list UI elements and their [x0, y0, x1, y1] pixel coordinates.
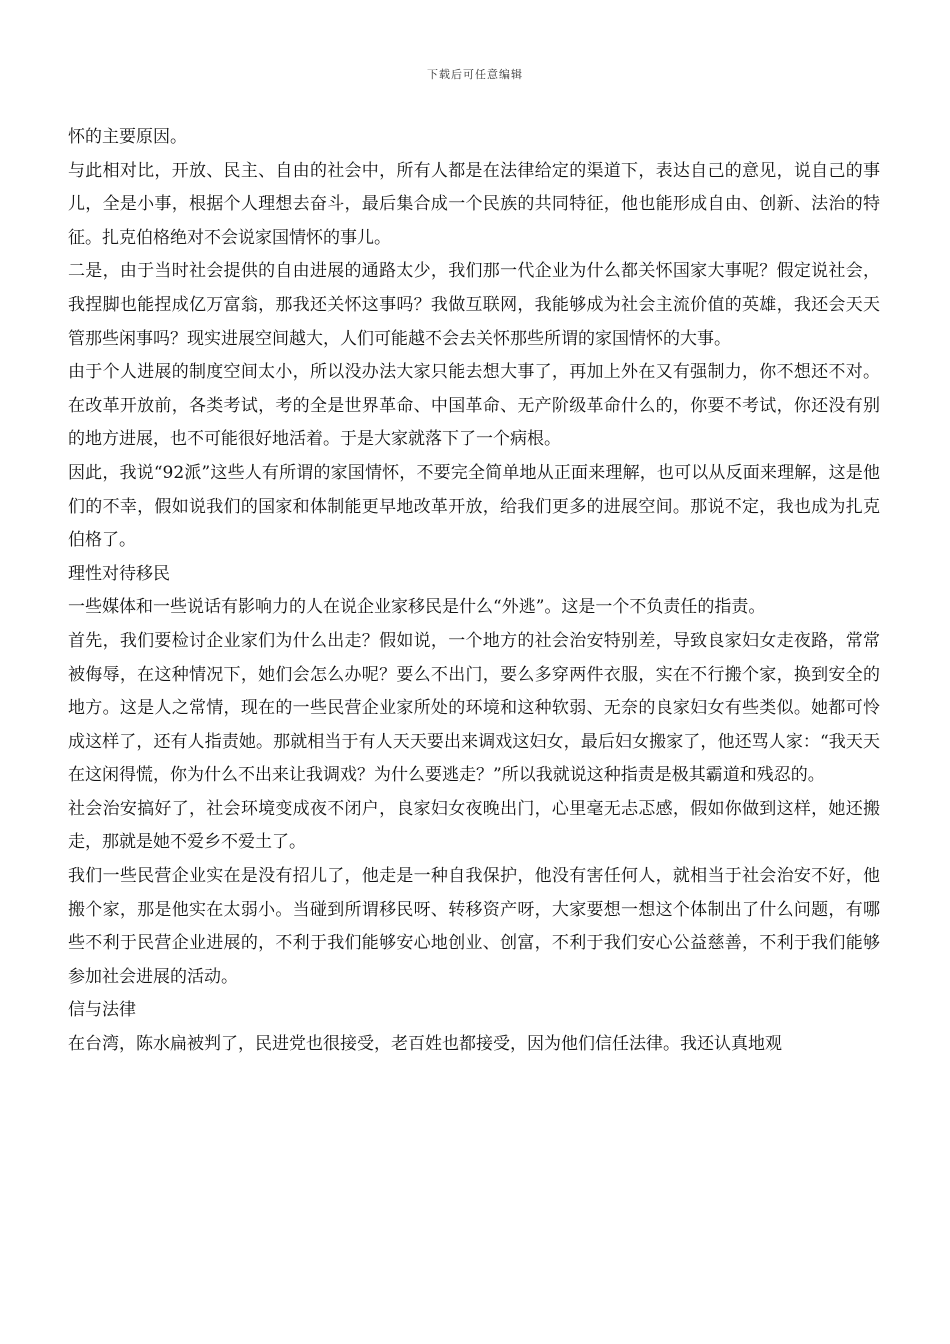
paragraph: 由于个人进展的制度空间太小，所以没办法大家只能去想大事了，再加上外在又有强制力，你不想还不对。在改革开放前，各类考试，考的全是世界革命、中国革命、无产阶级革命什么的，你要不考试，你还没有别的地方进展，也不可能很好地活着。于是大家就落下了一个病根。 — [68, 362, 880, 450]
paragraph: 首先，我们要检讨企业家们为什么出走？假如说，一个地方的社会治安特别差，导致良家妇女走夜路，常常被侮辱，在这种情况下，她们会怎么办呢？要么不出门，要么多穿两件衣服，实在不行搬个家，换到安全的地方。这是人之常情，现在的一些民营企业家所处的环境和这种软弱、无奈的良家妇女有些类似。她都可怜成这样了，还有人指责她。那就相当于有人天天要出来调戏这妇女，最后妇女搬家了，他还骂人家：“我天天在这闲得慌，你为什么不出来让我调戏？为什么要逃走？”所以我就说这种指责是极其霸道和残忍的。 — [68, 630, 880, 786]
document-body — [68, 121, 880, 1062]
paragraph: 社会治安搞好了，社会环境变成夜不闭户，良家妇女夜晚出门，心里毫无忐忑感，假如你做到这样，她还搬走，那就是她不爱乡不爱土了。 — [68, 798, 880, 853]
section-heading: 信与法律 — [68, 1000, 136, 1021]
section-heading: 理性对待移民 — [68, 563, 170, 584]
paragraph: 在台湾，陈水扁被判了，民进党也很接受，老百姓也都接受，因为他们信任法律。我还认真地观 — [68, 1034, 782, 1055]
paragraph: 因此，我说“92派”这些人有所谓的家国情怀，不要完全简单地从正面来理解，也可以从反面来理解，这是他们的不幸，假如说我们的国家和体制能更早地改革开放，给我们更多的进展空间。那说不定，我也成为扎克伯格了。 — [68, 462, 880, 551]
paragraph: 与此相对比，开放、民主、自由的社会中，所有人都是在法律给定的渠道下，表达自己的意见，说自己的事儿，全是小事，根据个人理想去奋斗，最后集合成一个民族的共同特征，他也能形成自由、创新、法治的特征。扎克伯格绝对不会说家国情怀的事儿。 — [68, 160, 880, 248]
paragraph: 怀的主要原因。 — [68, 127, 187, 147]
paragraph: 一些媒体和一些说话有影响力的人在说企业家移民是什么“外逃”。这是一个不负责任的指责。 — [68, 597, 766, 618]
paragraph: 二是，由于当时社会提供的自由进展的通路太少，我们那一代企业为什么都关怀国家大事呢？假定说社会，我捏脚也能捏成亿万富翁，那我还关怀这事吗？我做互联网，我能够成为社会主流价值的英雄，我还会天天管那些闲事吗？现实进展空间越大，人们可能越不会去关怀那些所谓的家国情怀的大事。 — [68, 261, 880, 349]
page-header-note: 下载后可任意编辑 — [427, 68, 523, 81]
paragraph: 我们一些民营企业实在是没有招儿了，他走是一种自我保护，他没有害任何人，就相当于社会治安不好，他搬个家，那是他实在太弱小。当碰到所谓移民呀、转移资产呀，大家要想一想这个体制出了什么问题，有哪些不利于民营企业进展的，不利于我们能够安心地创业、创富，不利于我们安心公益慈善，不利于我们能够参加社会进展的活动。 — [68, 866, 880, 987]
